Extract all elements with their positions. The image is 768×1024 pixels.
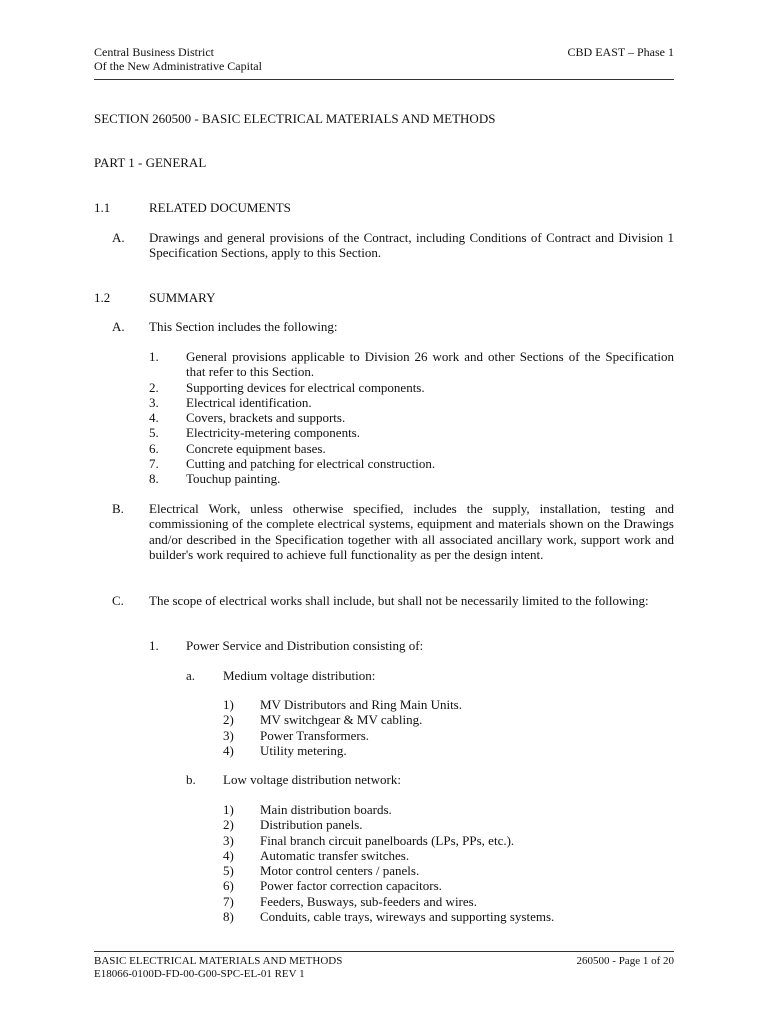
list-item-number: 4.: [149, 410, 159, 426]
header-phase: CBD EAST – Phase 1: [567, 45, 674, 59]
paragraph-text: Electrical Work, unless otherwise specified, includes the supply, installation, testing and commissioning of the complete electrical systems, equipment and materials shown on the Drawings and/or described in the Specification together with all associated ancillary work, support work and builder's work required to achieve full functionality as per the design intent.: [149, 501, 674, 562]
list-item: [149, 380, 674, 395]
list-item-number: 4): [223, 742, 234, 758]
item-text: Medium voltage distribution:: [223, 668, 376, 683]
page-footer: [94, 955, 674, 980]
list-item-number: 6): [223, 878, 234, 894]
list-item-number: 2.: [149, 379, 159, 395]
footer-divider: [94, 951, 674, 952]
header-project-line2: Of the New Administrative Capital: [94, 59, 262, 73]
article-title: RELATED DOCUMENTS: [149, 200, 291, 215]
list-item-text: Main distribution boards.: [260, 802, 392, 817]
list-item: [149, 471, 674, 486]
list-item-number: 1): [223, 697, 234, 712]
article-number: 1.1: [94, 200, 111, 215]
list-item-number: 2): [223, 817, 234, 833]
list-item-number: 1.: [149, 349, 159, 364]
list-item-number: 8.: [149, 471, 159, 487]
list-item-number: 1): [223, 802, 234, 817]
list-item-number: 8): [223, 909, 234, 925]
list-item-text: General provisions applicable to Division 26 work and other Sections of the Specification that refer to this Section.: [186, 349, 674, 380]
item-letter: a.: [186, 668, 196, 683]
list-item-text: Automatic transfer switches.: [260, 847, 410, 863]
list-item-text: Utility metering.: [260, 742, 347, 758]
list-item-text: MV switchgear & MV cabling.: [260, 712, 423, 728]
list-item-number: 6.: [149, 440, 159, 456]
list-item-number: 5.: [149, 425, 159, 441]
list-item-text: Electricity-metering components.: [186, 425, 360, 441]
list-item: [149, 395, 674, 410]
list-item-text: Power Transformers.: [260, 727, 370, 743]
subparagraph-number: 1.: [149, 638, 159, 653]
list-item-number: 4): [223, 847, 234, 863]
list-item-text: Supporting devices for electrical components.: [186, 379, 425, 395]
list-item: [149, 349, 674, 380]
page-number: 260500 - Page 1 of 20: [576, 955, 674, 967]
paragraph-number: A.: [112, 319, 125, 334]
list-item: [149, 410, 674, 425]
list-item-number: 2): [223, 712, 234, 728]
subparagraph-text: Power Service and Distribution consisting of:: [186, 638, 424, 653]
list-item: [149, 456, 674, 471]
list-item-number: 3): [223, 727, 234, 743]
article-number: 1.2: [94, 290, 111, 305]
list-item-text: Cutting and patching for electrical construction.: [186, 456, 436, 472]
article-title: SUMMARY: [149, 290, 216, 305]
list-item-text: Power factor correction capacitors.: [260, 878, 442, 894]
paragraph-text: The scope of electrical works shall include, but shall not be necessarily limited to the following:: [149, 593, 649, 608]
list-item-text: Distribution panels.: [260, 817, 363, 833]
list-item-text: Electrical identification.: [186, 394, 312, 410]
list-item-text: Feeders, Busways, sub-feeders and wires.: [260, 893, 477, 909]
list-item-number: 7): [223, 893, 234, 909]
item-text: Low voltage distribution network:: [223, 772, 402, 787]
paragraph-text: This Section includes the following:: [149, 319, 338, 334]
part-title: PART 1 - GENERAL: [94, 155, 207, 170]
page-header: [94, 45, 674, 73]
list-item-text: MV Distributors and Ring Main Units.: [260, 697, 462, 712]
paragraph-number: B.: [112, 501, 124, 516]
list-item: [149, 441, 674, 456]
list-item-text: Motor control centers / panels.: [260, 863, 420, 879]
header-project-line1: Central Business District: [94, 45, 214, 59]
list-item-text: Concrete equipment bases.: [186, 440, 326, 456]
section-title: SECTION 260500 - BASIC ELECTRICAL MATERIALS AND METHODS: [94, 111, 496, 126]
header-divider: [94, 79, 674, 80]
list-item-number: 3): [223, 832, 234, 848]
list-item-number: 7.: [149, 456, 159, 472]
paragraph-number: A.: [112, 230, 125, 245]
list-item-text: Conduits, cable trays, wireways and supporting systems.: [260, 909, 555, 925]
list-item-number: 3.: [149, 394, 159, 410]
footer-section-name: BASIC ELECTRICAL MATERIALS AND METHODS: [94, 955, 343, 967]
footer-document-code: E18066-0100D-FD-00-G00-SPC-EL-01 REV 1: [94, 967, 305, 980]
list-item: [149, 425, 674, 440]
paragraph-text: Drawings and general provisions of the Contract, including Conditions of Contract and Division 1 Specification Sections, apply to this Section.: [149, 230, 674, 261]
list-item-text: Final branch circuit panelboards (LPs, PPs, etc.).: [260, 832, 515, 848]
item-letter: b.: [186, 772, 196, 787]
paragraph-number: C.: [112, 593, 124, 608]
list-item-text: Covers, brackets and supports.: [186, 410, 346, 426]
list-item-text: Touchup painting.: [186, 471, 281, 487]
list-item-number: 5): [223, 863, 234, 879]
